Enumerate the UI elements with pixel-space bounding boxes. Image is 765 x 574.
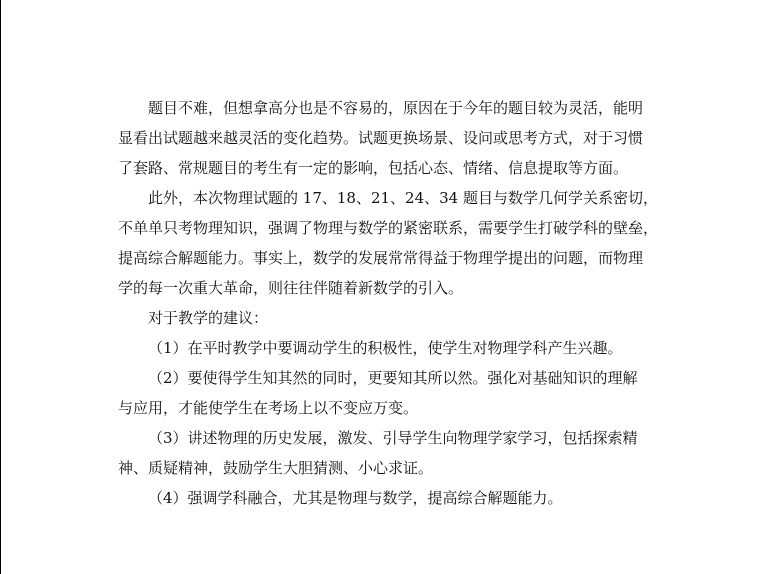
paragraph-line: 显看出试题越来越灵活的变化趋势。试题更换场景、设问或思考方式，对于习惯: [118, 129, 644, 147]
list-item-continuation: 与应用，才能使学生在考场上以不变应万变。: [118, 399, 419, 417]
paragraph-line: 提高综合解题能力。事实上，数学的发展常常得益于物理学提出的问题，而物理: [118, 249, 644, 267]
document-body: [118, 93, 659, 513]
paragraph-line: 不单单只考物理知识，强调了物理与数学的紧密联系，需要学生打破学科的壁垒，: [118, 219, 659, 237]
section-heading: 对于教学的建议：: [148, 309, 269, 327]
list-item: （3）讲述物理的历史发展，激发、引导学生向物理学家学习，包括探索精: [148, 429, 638, 447]
list-item: （2）要使得学生知其然的同时，更要知其所以然。强化对基础知识的理解: [148, 369, 638, 387]
list-item-continuation: 神、质疑精神，鼓励学生大胆猜测、小心求证。: [118, 459, 434, 477]
paragraph-line: 了套路、常规题目的考生有一定的影响，包括心态、情绪、信息提取等方面。: [118, 159, 629, 177]
paragraph-line: 题目不难，但想拿高分也是不容易的，原因在于今年的题目较为灵活，能明: [148, 99, 644, 117]
list-item: （4）强调学科融合，尤其是物理与数学，提高综合解题能力。: [148, 489, 563, 507]
paragraph-line: 此外，本次物理试题的 17、18、21、24、34 题目与数学几何学关系密切，: [148, 189, 658, 207]
paragraph-line: 学的每一次重大革命，则往往伴随着新数学的引入。: [118, 279, 464, 297]
list-item: （1）在平时教学中要调动学生的积极性，使学生对物理学科产生兴趣。: [148, 339, 623, 357]
